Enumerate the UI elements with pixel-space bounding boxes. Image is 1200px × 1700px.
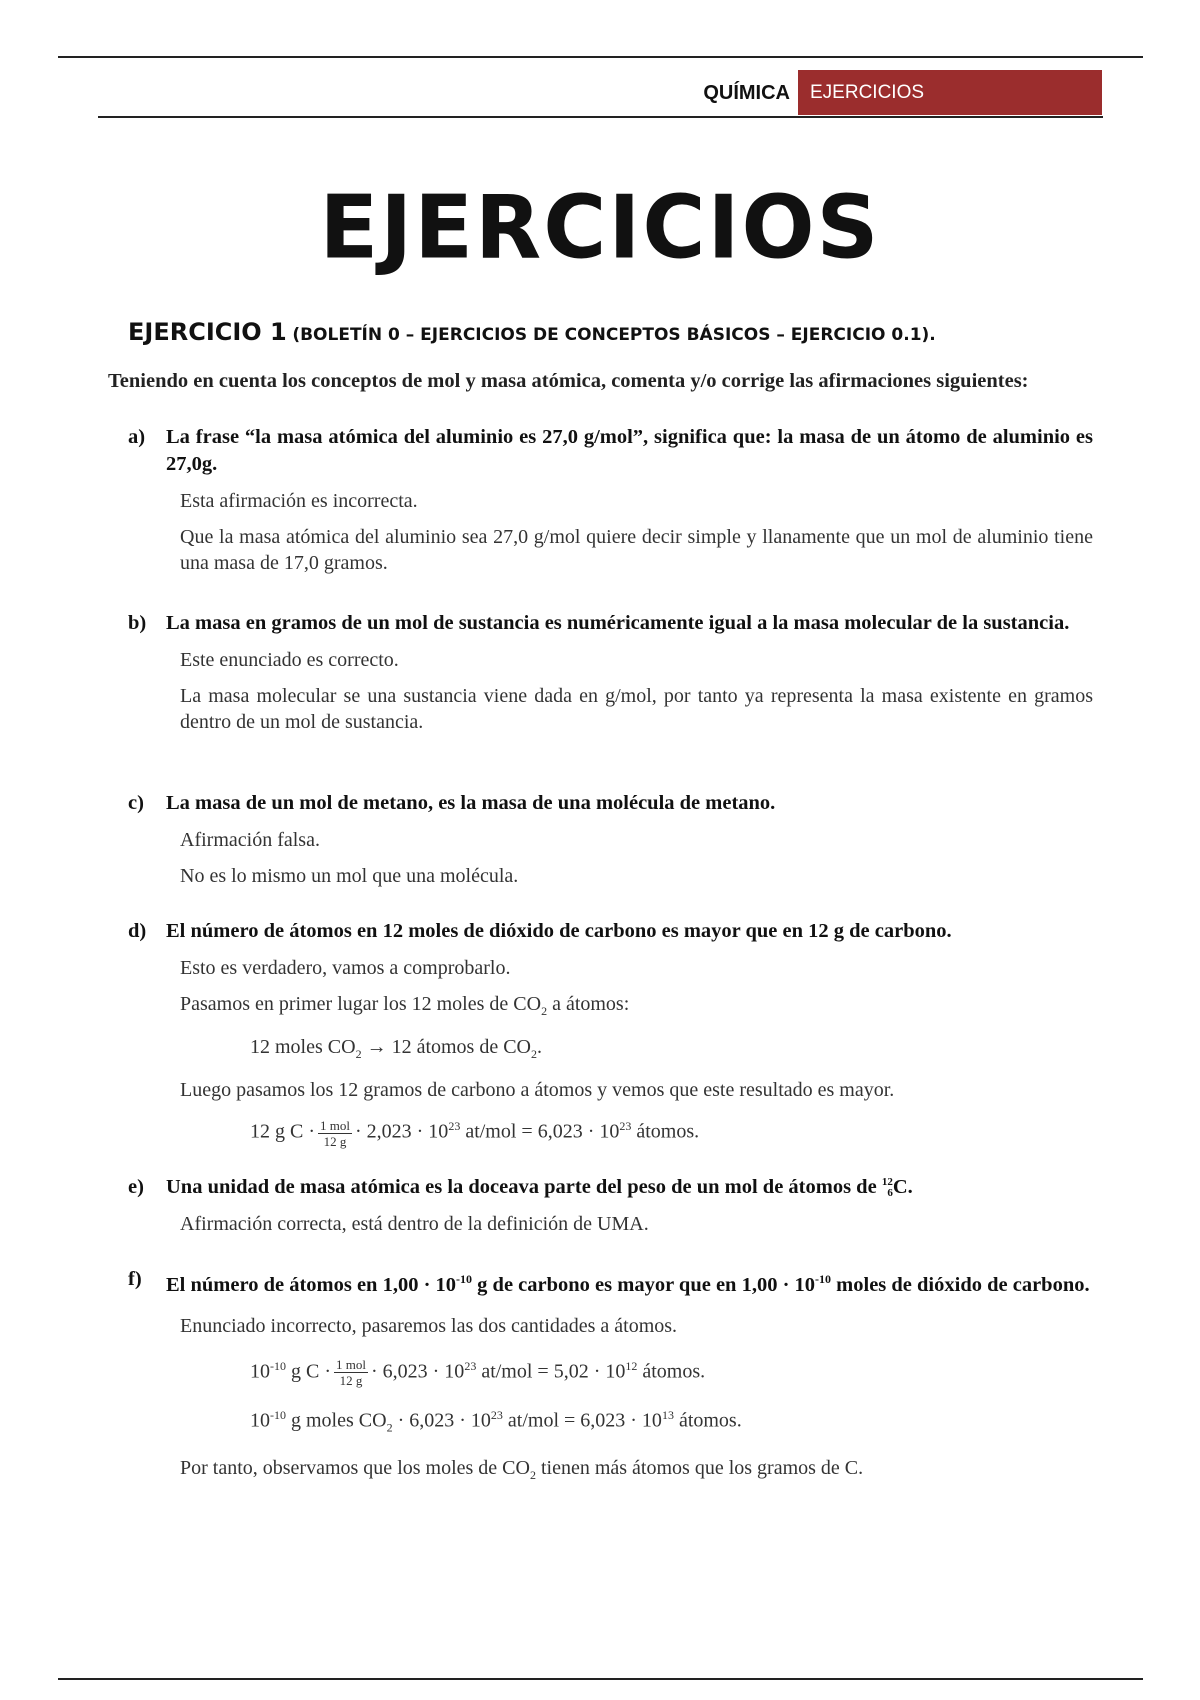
question-text: Una unidad de masa atómica es la doceava parte del peso de un mol de átomos de 12 6 C. <box>166 1176 913 1200</box>
answer-line: Luego pasamos los 12 gramos de carbono a átomos y vemos que este resultado es mayor. <box>180 1079 895 1101</box>
item-b <box>128 610 1093 735</box>
question-text: La masa en gramos de un mol de sustancia es numéricamente igual a la masa molecular de la sustancia. <box>166 612 1070 634</box>
answer-line: Esta afirmación es incorrecta. <box>180 490 418 512</box>
answer-line: No es lo mismo un mol que una molécula. <box>180 865 519 887</box>
header-subject: QUÍMICA <box>703 82 790 104</box>
item-a <box>128 424 1093 576</box>
answer-line: Que la masa atómica del aluminio sea 27,0 g/mol quiere decir simple y llanamente que un mol de aluminio tiene una masa de 17,0 gramos. <box>180 526 1093 574</box>
question-text: El número de átomos en $1,00 \cdot 10^{-10}$ g de carbono es mayor que en $1,00 \cdot 10^{-10}$ moles de dióxido de carbono. <box>166 1272 1090 1296</box>
fraction: $\frac{\text{1 mol}}{12 g}$ <box>336 1357 366 1389</box>
answer-line: Por tanto, observamos que los moles de $CO_2$ tienen más átomos que los gramos de C. <box>180 1457 864 1483</box>
equation: $10^{-10}$ g moles $CO_2 \cdot 6,023 \cdot 10^{23}$ $at/mol = 6,023 \cdot 10^{13}$ átomos. <box>250 1408 742 1436</box>
equation: 12 moles $CO_2 \to 12$ átomos de $CO_2$. <box>250 1036 542 1061</box>
equation: 12 g C · $\frac{\text{1 mol}}{12 g}$ · $2,023 \cdot 10^{23}$ $at/mol = 6,023 \cdot 10^{23}$ átomos. <box>250 1117 700 1149</box>
question-b <box>128 610 1093 637</box>
isotope-notation: 12 6 <box>881 1176 893 1200</box>
exercise-reference: (BOLETÍN 0 – EJERCICIOS DE CONCEPTOS BÁSICOS – EJERCICIO 0.1). <box>292 325 936 345</box>
question-text: La frase “la masa atómica del aluminio es 27,0 g/mol”, significa que: la masa de un átomo de aluminio es 27,0g. <box>166 426 1093 475</box>
question-text: La masa de un mol de metano, es la masa de una molécula de metano. <box>166 792 776 814</box>
answer-line: Este enunciado es correcto. <box>180 649 399 671</box>
item-label: c) <box>128 792 144 814</box>
item-label: f) <box>128 1268 142 1290</box>
exercise-intro: Teniendo en cuenta los conceptos de mol y masa atómica, comenta y/o corrige las afirmaciones siguientes: <box>108 370 1029 392</box>
answer-line: Afirmación falsa. <box>180 829 320 851</box>
page-title: EJERCICIOS <box>319 177 881 279</box>
question-text: El número de átomos en 12 moles de dióxido de carbono es mayor que en 12 g de carbono. <box>166 920 952 942</box>
item-label: a) <box>128 426 146 448</box>
top-rule <box>58 56 1143 58</box>
item-e <box>128 1174 1093 1237</box>
fraction: $\frac{\text{1 mol}}{12 g}$ <box>320 1117 350 1149</box>
exercise-heading <box>128 318 936 346</box>
item-label: d) <box>128 920 147 942</box>
header-section-tag: EJERCICIOS <box>798 70 1102 115</box>
answer-line: Esto es verdadero, vamos a comprobarlo. <box>180 957 511 979</box>
bottom-rule <box>58 1678 1143 1680</box>
item-c <box>128 790 1093 889</box>
question-c <box>128 790 1093 817</box>
item-f <box>128 1266 1093 1488</box>
item-d <box>128 918 1093 1149</box>
question-f <box>128 1266 1093 1299</box>
page-header <box>98 70 1103 118</box>
exercise-number: EJERCICIO 1 <box>128 318 287 346</box>
answer-line: La masa molecular se una sustancia viene dada en g/mol, por tanto ya representa la masa existente en gramos dentro de un mol de sustancia. <box>180 685 1093 733</box>
equation: $10^{-10}$ g C · $\frac{\text{1 mol}}{12 g}$ · $6,023 \cdot 10^{23}$ $at/mol = 5,02 \cdot 10^{12}$ átomos. <box>250 1357 706 1389</box>
question-d <box>128 918 1093 945</box>
question-a <box>128 424 1093 478</box>
answer-line: Enunciado incorrecto, pasaremos las dos cantidades a átomos. <box>180 1314 678 1337</box>
item-label: b) <box>128 612 147 634</box>
question-e <box>128 1174 1093 1201</box>
answer-line: Pasamos en primer lugar los 12 moles de $CO_2$ a átomos: <box>180 993 630 1018</box>
answer-line: Afirmación correcta, está dentro de la definición de UMA. <box>180 1213 649 1235</box>
item-label: e) <box>128 1176 144 1198</box>
